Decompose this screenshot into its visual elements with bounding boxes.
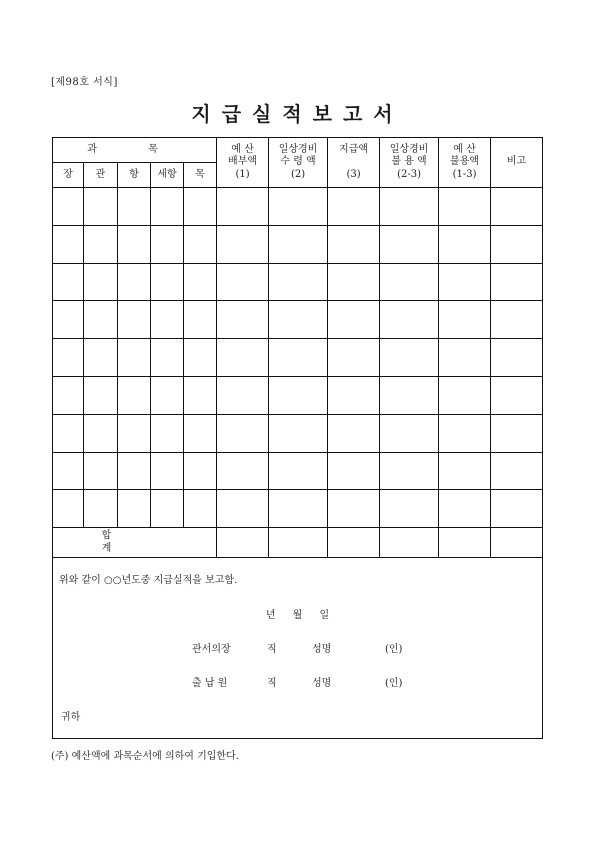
signer-name-label: 성명: [312, 678, 332, 690]
table-cell[interactable]: [328, 490, 380, 528]
table-cell[interactable]: [184, 490, 217, 528]
table-cell[interactable]: [491, 188, 543, 226]
table-cell[interactable]: [184, 452, 217, 490]
table-cell[interactable]: [380, 225, 439, 263]
table-cell[interactable]: [217, 376, 269, 414]
table-cell[interactable]: [439, 376, 491, 414]
table-cell[interactable]: [184, 225, 217, 263]
table-cell[interactable]: [217, 225, 269, 263]
table-cell[interactable]: [184, 263, 217, 301]
signer-title: 출 납 원: [192, 678, 228, 690]
table-row: [53, 225, 543, 263]
table-cell[interactable]: [184, 301, 217, 339]
header-section: 관: [84, 163, 118, 188]
table-cell[interactable]: [53, 225, 84, 263]
table-cell[interactable]: [118, 414, 151, 452]
table-cell[interactable]: [439, 188, 491, 226]
header-budget-allocated: 예 산 배부액 (1): [217, 138, 269, 188]
table-cell[interactable]: [53, 452, 84, 490]
table-cell[interactable]: [53, 339, 84, 377]
table-cell[interactable]: [491, 490, 543, 528]
table-cell[interactable]: [491, 376, 543, 414]
table-cell[interactable]: [269, 414, 328, 452]
table-row: [53, 376, 543, 414]
table-cell[interactable]: [269, 263, 328, 301]
table-cell[interactable]: [380, 301, 439, 339]
table-cell[interactable]: [53, 188, 84, 226]
table-cell[interactable]: [84, 452, 118, 490]
table-cell[interactable]: [118, 490, 151, 528]
table-cell[interactable]: [380, 188, 439, 226]
table-cell[interactable]: [439, 452, 491, 490]
total-cell[interactable]: [328, 528, 380, 558]
table-cell[interactable]: [269, 452, 328, 490]
table-cell[interactable]: [118, 188, 151, 226]
table-cell[interactable]: [328, 339, 380, 377]
table-cell[interactable]: [151, 188, 184, 226]
report-table: [52, 137, 543, 739]
seal-mark: (인): [385, 678, 403, 690]
table-cell[interactable]: [439, 301, 491, 339]
table-cell[interactable]: [118, 263, 151, 301]
table-cell[interactable]: [151, 490, 184, 528]
form-code: [제98호 서식]: [51, 77, 118, 88]
statement-text: 위와 같이 ○○년도중 지급실적을 보고함.: [59, 575, 238, 587]
table-cell[interactable]: [269, 301, 328, 339]
form-title: 지급실적보고서: [191, 102, 404, 126]
table-cell[interactable]: [328, 414, 380, 452]
table-cell[interactable]: [118, 301, 151, 339]
table-cell[interactable]: [184, 339, 217, 377]
table-row: [53, 414, 543, 452]
table-cell[interactable]: [491, 225, 543, 263]
table-cell[interactable]: [53, 414, 84, 452]
signer-title: 관서의장: [192, 644, 231, 656]
table-cell[interactable]: [53, 376, 84, 414]
table-cell[interactable]: [217, 452, 269, 490]
header-paid-amount: 지급액 (3): [328, 138, 380, 188]
table-cell[interactable]: [217, 188, 269, 226]
header-chapter: 장: [53, 163, 84, 188]
table-cell[interactable]: [184, 188, 217, 226]
table-cell[interactable]: [491, 301, 543, 339]
signer-position-label: 직: [267, 678, 277, 690]
total-cell[interactable]: [269, 528, 328, 558]
table-cell[interactable]: [151, 263, 184, 301]
table-cell[interactable]: [380, 414, 439, 452]
table-cell[interactable]: [439, 490, 491, 528]
table-cell[interactable]: [151, 339, 184, 377]
footnote: (주) 예산액에 과목순서에 의하여 기입한다.: [51, 751, 239, 762]
table-cell[interactable]: [84, 490, 118, 528]
addressee-label: 귀하: [61, 712, 81, 724]
table-cell[interactable]: [269, 188, 328, 226]
table-row: [53, 339, 543, 377]
table-cell[interactable]: [491, 452, 543, 490]
header-expense-received: 일상경비 수 령 액 (2): [269, 138, 328, 188]
table-row: [53, 263, 543, 301]
table-cell[interactable]: [491, 263, 543, 301]
total-label: 합 계: [53, 528, 217, 558]
table-cell[interactable]: [439, 414, 491, 452]
table-cell[interactable]: [217, 301, 269, 339]
table-cell[interactable]: [217, 263, 269, 301]
table-cell[interactable]: [118, 339, 151, 377]
table-cell[interactable]: [84, 376, 118, 414]
table-cell[interactable]: [84, 188, 118, 226]
table-cell[interactable]: [84, 414, 118, 452]
header-expense-unused: 일상경비 불 용 액 (2-3): [380, 138, 439, 188]
table-cell[interactable]: [184, 414, 217, 452]
header-item: 항: [118, 163, 151, 188]
table-cell[interactable]: [439, 225, 491, 263]
seal-mark: (인): [385, 644, 403, 656]
header-category: 목: [184, 163, 217, 188]
table-cell[interactable]: [380, 490, 439, 528]
total-cell[interactable]: [439, 528, 491, 558]
header-subject-group: 과 목: [53, 138, 217, 163]
table-cell[interactable]: [491, 414, 543, 452]
table-cell[interactable]: [380, 452, 439, 490]
table-row: [53, 490, 543, 528]
table-cell[interactable]: [328, 225, 380, 263]
statement-section: [53, 558, 543, 739]
total-row: [53, 528, 543, 558]
table-cell[interactable]: [84, 225, 118, 263]
header-budget-unused: 예 산 불용액 (1-3): [439, 138, 491, 188]
table-cell[interactable]: [151, 376, 184, 414]
total-cell[interactable]: [491, 528, 543, 558]
table-cell[interactable]: [439, 263, 491, 301]
table-cell[interactable]: [84, 339, 118, 377]
table-cell[interactable]: [380, 376, 439, 414]
header-remarks: 비고: [491, 138, 543, 188]
table-cell[interactable]: [439, 339, 491, 377]
table-cell[interactable]: [53, 301, 84, 339]
table-cell[interactable]: [217, 414, 269, 452]
total-cell[interactable]: [380, 528, 439, 558]
date-line: 년 월 일: [265, 610, 330, 622]
table-cell[interactable]: [217, 339, 269, 377]
table-cell[interactable]: [151, 414, 184, 452]
table-cell[interactable]: [53, 490, 84, 528]
table-cell[interactable]: [151, 301, 184, 339]
table-cell[interactable]: [151, 452, 184, 490]
table-cell[interactable]: [217, 490, 269, 528]
table-cell[interactable]: [84, 301, 118, 339]
table-cell[interactable]: [380, 263, 439, 301]
header-sub-item: 세항: [151, 163, 184, 188]
table-cell[interactable]: [269, 490, 328, 528]
table-cell[interactable]: [84, 263, 118, 301]
table-row: [53, 452, 543, 490]
table-row: [53, 188, 543, 226]
signer-name-label: 성명: [312, 644, 332, 656]
table-cell[interactable]: [53, 263, 84, 301]
table-cell[interactable]: [151, 225, 184, 263]
signer-position-label: 직: [267, 644, 277, 656]
table-cell[interactable]: [118, 376, 151, 414]
table-cell[interactable]: [269, 339, 328, 377]
table-cell[interactable]: [328, 301, 380, 339]
table-row: [53, 301, 543, 339]
table-cell[interactable]: [269, 376, 328, 414]
table-cell[interactable]: [118, 452, 151, 490]
table-cell[interactable]: [118, 225, 151, 263]
table-cell[interactable]: [491, 339, 543, 377]
table-cell[interactable]: [380, 339, 439, 377]
table-cell[interactable]: [328, 452, 380, 490]
table-cell[interactable]: [269, 225, 328, 263]
table-cell[interactable]: [184, 376, 217, 414]
table-cell[interactable]: [328, 188, 380, 226]
total-cell[interactable]: [217, 528, 269, 558]
table-cell[interactable]: [328, 263, 380, 301]
table-cell[interactable]: [328, 376, 380, 414]
